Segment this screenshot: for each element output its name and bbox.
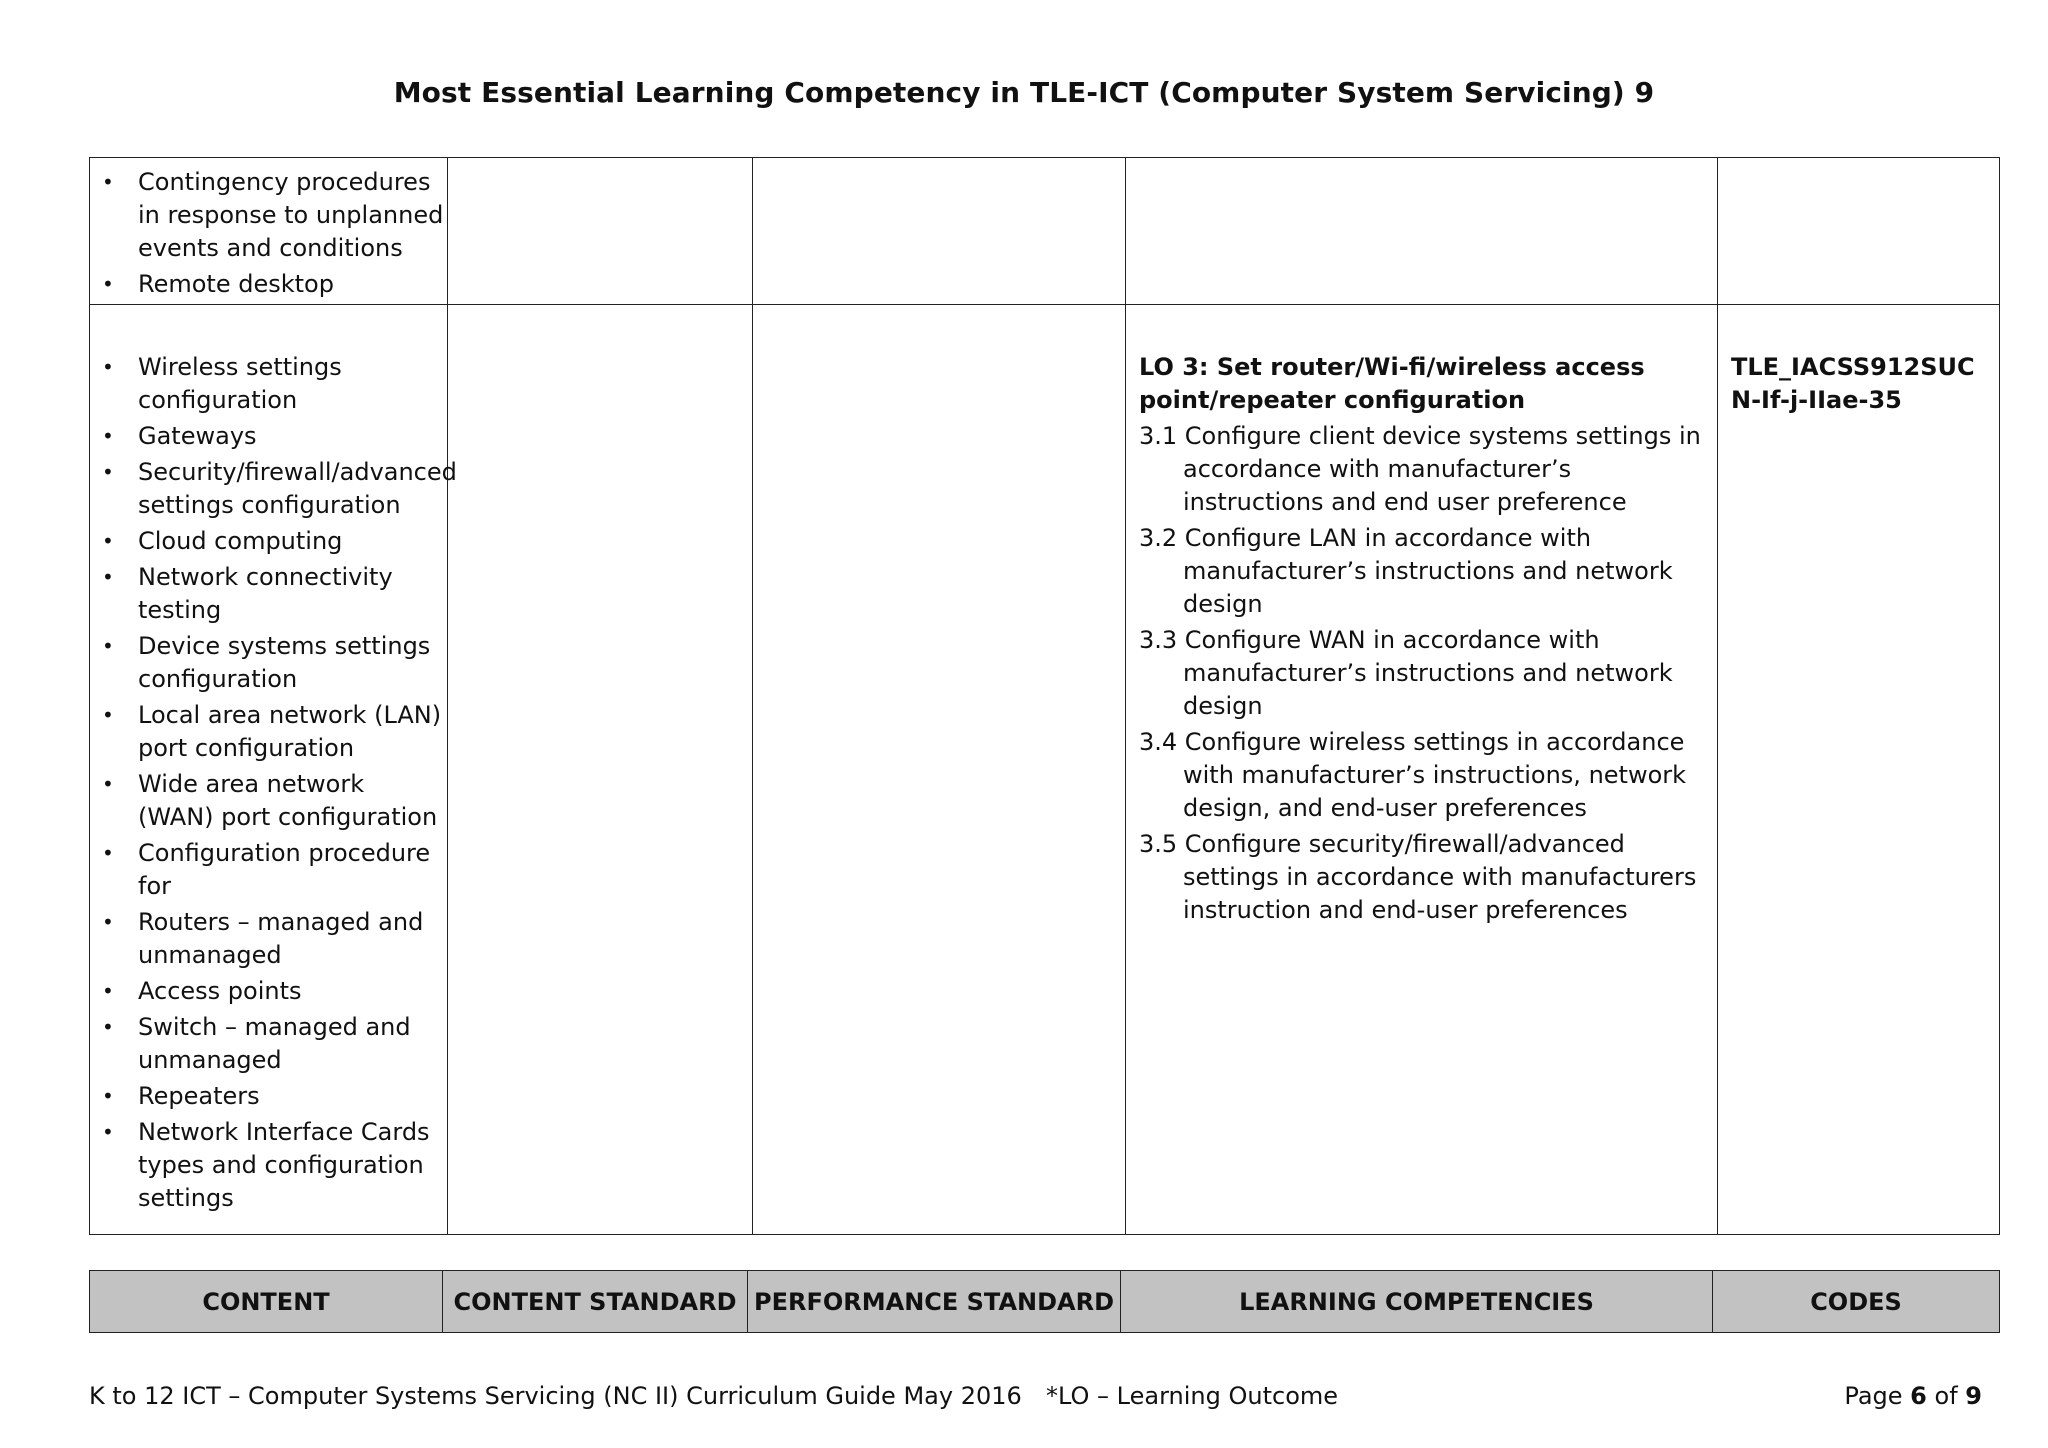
list-item: • Repeaters (90, 1080, 447, 1113)
header-row (90, 1271, 2000, 1333)
list-item: • Routers – managed and unmanaged (90, 906, 447, 972)
page-current: 6 (1910, 1382, 1927, 1410)
list-item: • Configuration procedure for (90, 837, 447, 903)
content-cell (90, 158, 448, 305)
competency-item: 3.1 Configure client device systems settings in accordance with manufacturer’s instructions and end user preference (1139, 422, 1701, 516)
table-row (90, 158, 2000, 305)
header-performance-standard: PERFORMANCE STANDARD (748, 1271, 1121, 1333)
header-learning-competencies: LEARNING COMPETENCIES (1121, 1271, 1713, 1333)
header-content: CONTENT (90, 1271, 443, 1333)
table-row (90, 305, 2000, 1235)
list-item: • Remote desktop (90, 268, 447, 301)
content-standard-cell (448, 158, 753, 305)
learning-outcome-heading: LO 3: Set router/Wi-fi/wireless access point/repeater configuration (1139, 353, 1645, 414)
column-header-table (89, 1270, 2000, 1333)
list-item: • Switch – managed and unmanaged (90, 1011, 447, 1077)
competency-table (89, 157, 2000, 1235)
page-of: of (1934, 1382, 1958, 1410)
page-prefix: Page (1844, 1382, 1903, 1410)
header-codes: CODES (1713, 1271, 2000, 1333)
content-list (90, 166, 447, 301)
codes-cell (1718, 158, 2000, 305)
list-item: • Contingency procedures in response to unplanned events and conditions (90, 166, 447, 265)
list-item: • Access points (90, 975, 447, 1008)
page-total: 9 (1965, 1382, 1982, 1410)
performance-standard-cell (753, 158, 1126, 305)
content-list (90, 351, 457, 1215)
competency-item: 3.4 Configure wireless settings in accordance with manufacturer’s instructions, network design, and end-user preferences (1139, 728, 1687, 822)
list-item: • Cloud computing (90, 525, 447, 558)
competency-list (1126, 420, 1717, 927)
list-item: • Wireless settings configuration (90, 351, 447, 417)
list-item: • Local area network (LAN) port configuration (90, 699, 447, 765)
content-standard-cell (448, 305, 753, 1235)
content-cell (90, 305, 457, 1235)
list-item: • Network Interface Cards types and configuration settings (90, 1116, 447, 1215)
list-item: • Security/firewall/advanced settings configuration (90, 456, 447, 522)
page-title: Most Essential Learning Competency in TLE-ICT (Computer System Servicing) 9 (393, 76, 1655, 109)
list-item: • Network connectivity testing (90, 561, 447, 627)
competency-item: 3.3 Configure WAN in accordance with manufacturer’s instructions and network design (1139, 626, 1673, 720)
header-content-standard: CONTENT STANDARD (443, 1271, 748, 1333)
footer-lo-note: *LO – Learning Outcome (1046, 1382, 1339, 1410)
page-number (1844, 1382, 1982, 1410)
learning-competencies-cell (1126, 305, 1718, 1235)
competency-code: TLE_IACSS912SUCN-If-j-IIae-35 (1718, 305, 2000, 1235)
list-item: • Device systems settings configuration (90, 630, 447, 696)
competency-item: 3.5 Configure security/firewall/advanced settings in accordance with manufacturers instruction and end-user preferences (1139, 830, 1697, 924)
footer-guide-title: K to 12 ICT – Computer Systems Servicing (NC II) Curriculum Guide May 2016 (89, 1382, 1022, 1410)
list-item: • Gateways (90, 420, 447, 453)
learning-competencies-cell (1126, 158, 1718, 305)
list-item: • Wide area network (WAN) port configuration (90, 768, 447, 834)
competency-item: 3.2 Configure LAN in accordance with manufacturer’s instructions and network design (1139, 524, 1673, 618)
performance-standard-cell (753, 305, 1126, 1235)
